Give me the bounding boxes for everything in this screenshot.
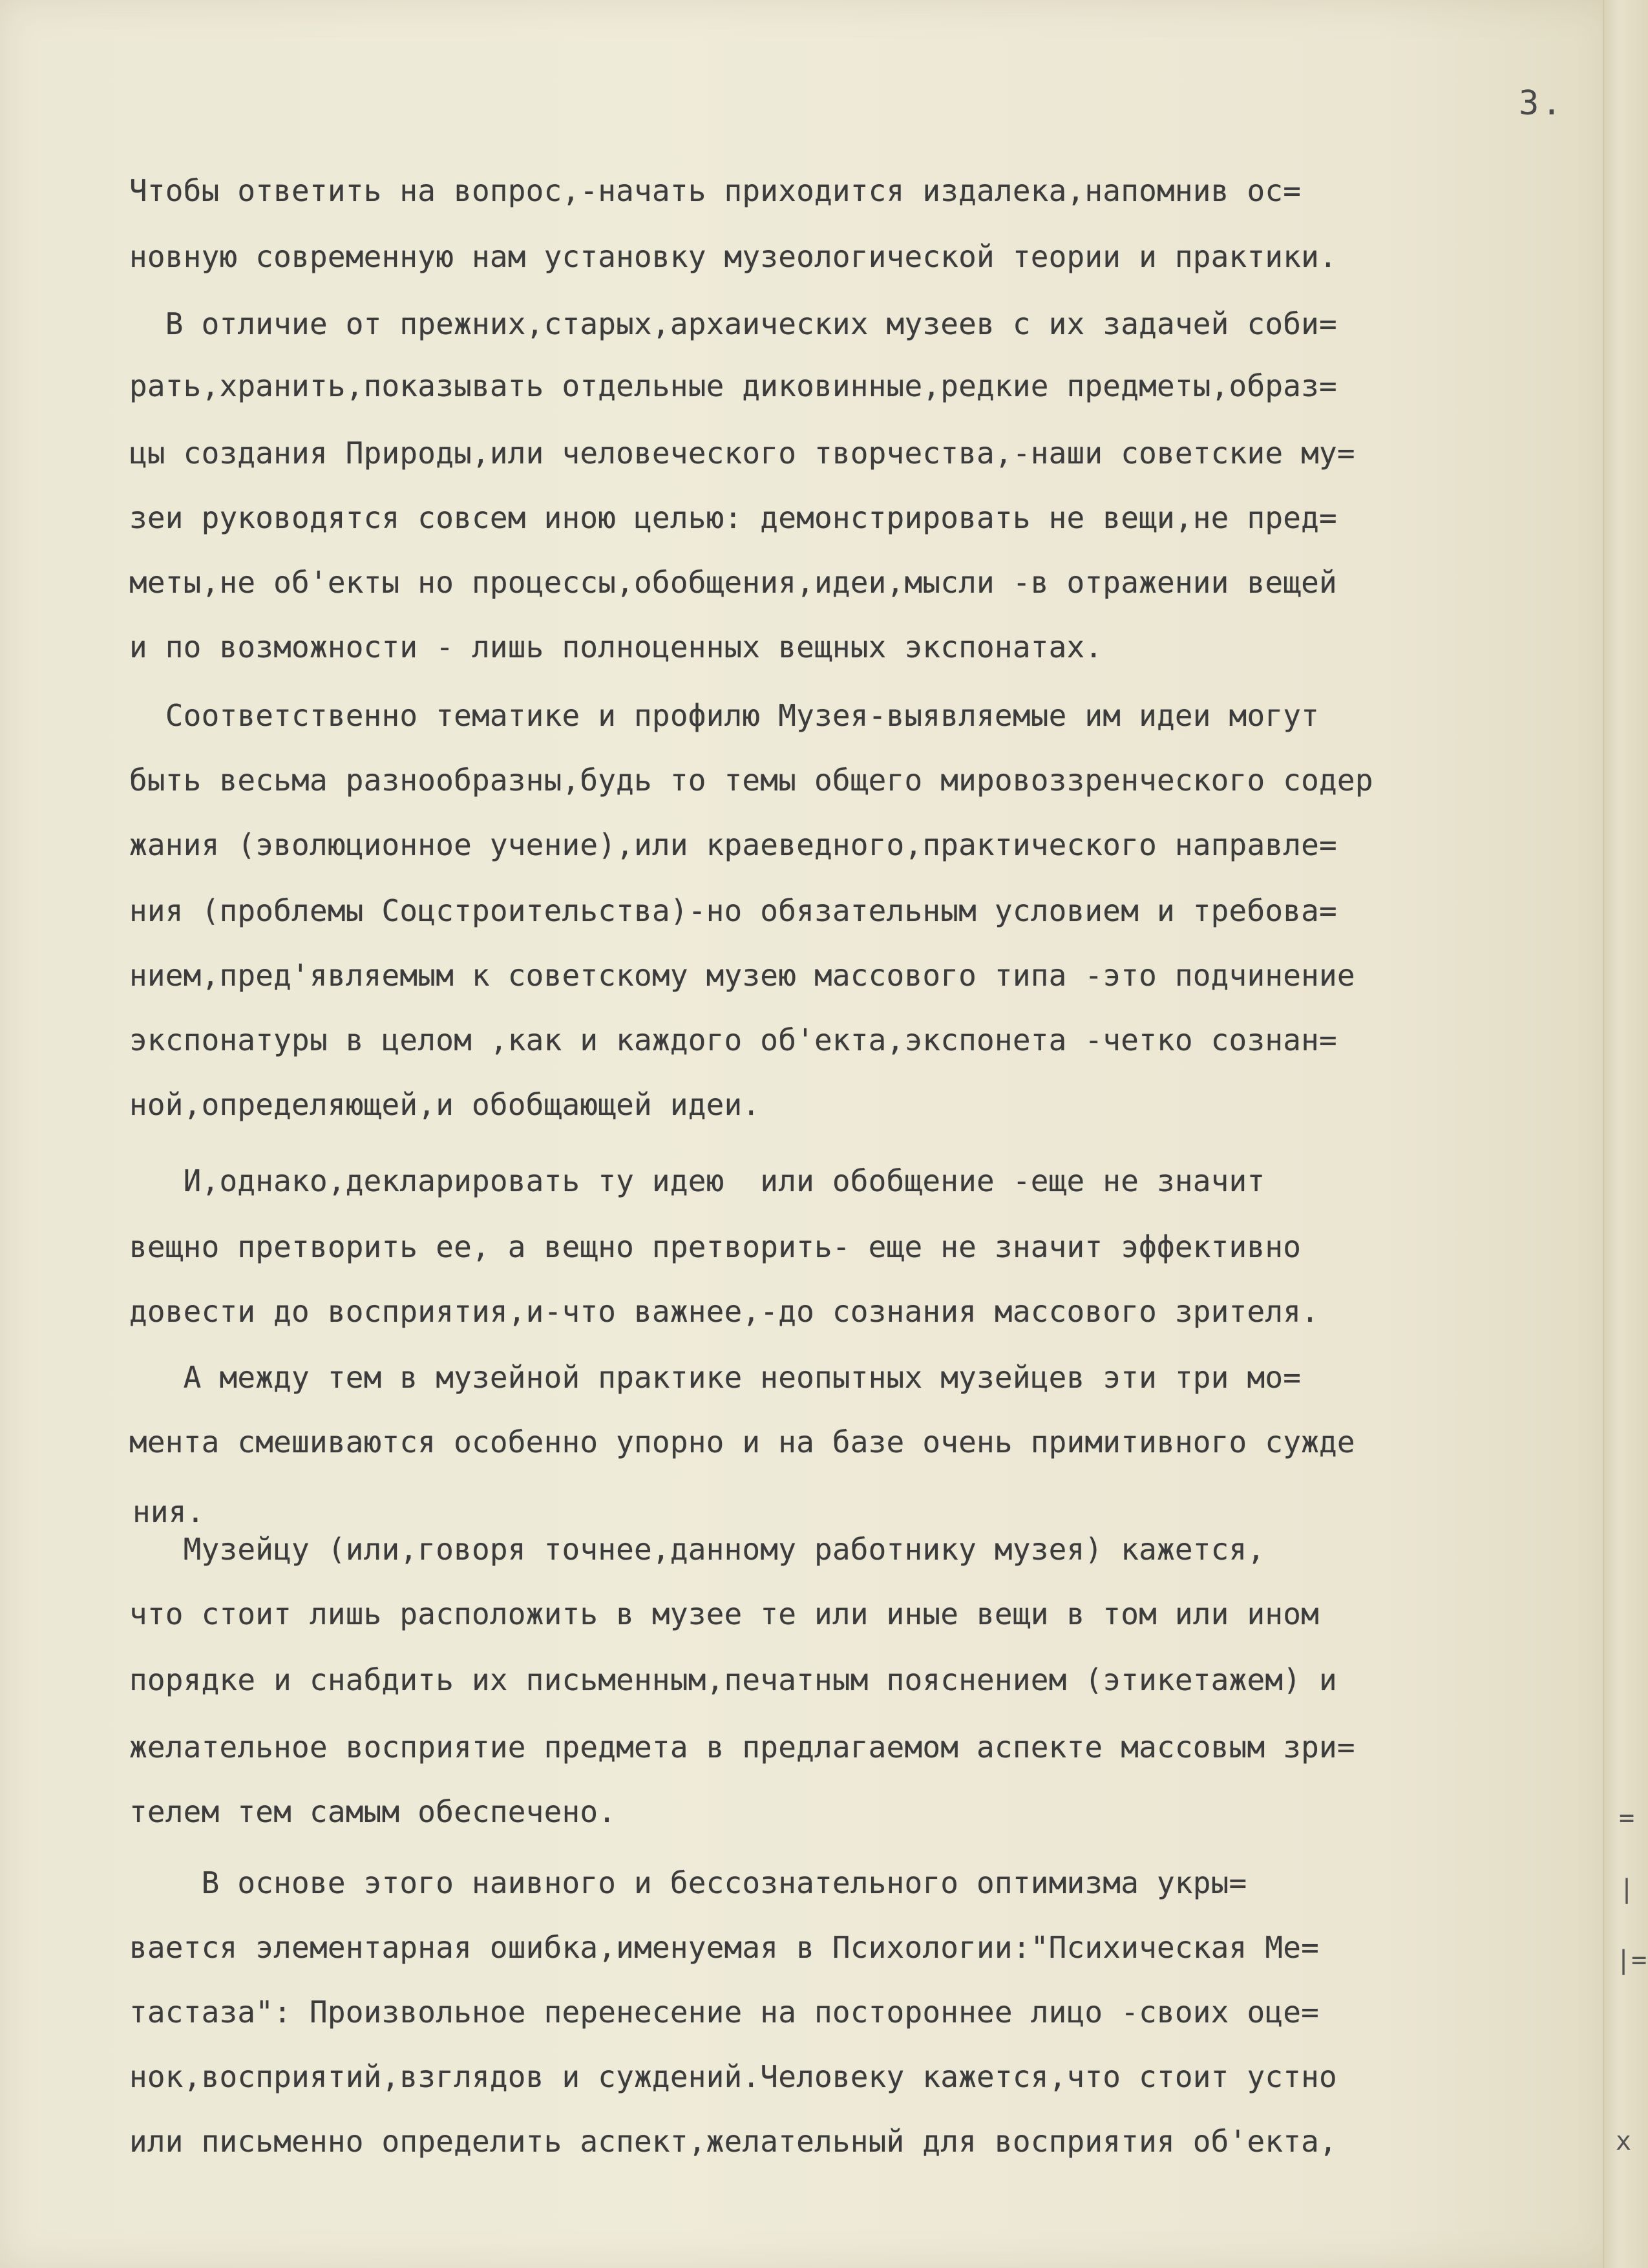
text-line: зеи руководятся совсем иною целью: демонстрировать не вещи,не пред= bbox=[129, 500, 1337, 535]
text-line: тастаза": Произвольное перенесение на постороннее лицо -своих оце= bbox=[129, 1995, 1320, 2030]
margin-mark: = bbox=[1619, 1803, 1635, 1833]
text-line: что стоит лишь расположить в музее те или иные вещи в том или ином bbox=[129, 1596, 1320, 1631]
text-line: и по возможности - лишь полноценных вещных экспонатах. bbox=[129, 630, 1103, 664]
page-number: 3. bbox=[1519, 84, 1565, 123]
text-line: желательное восприятие предмета в предлагаемом аспекте массовым зри= bbox=[129, 1730, 1355, 1765]
text-line: новную современную нам установку музеологической теории и практики. bbox=[129, 239, 1337, 274]
text-line: цы создания Природы,или человеческого творчества,-наши советские му= bbox=[129, 436, 1355, 471]
text-line: вается элементарная ошибка,именуемая в Психологии:"Психическая Ме= bbox=[129, 1930, 1320, 1965]
text-line: ния. bbox=[132, 1494, 205, 1529]
text-line: вещно претворить ее, а вещно претворить- еще не значит эффективно bbox=[129, 1229, 1302, 1264]
text-line: ной,определяющей,и обобщающей идеи. bbox=[129, 1087, 761, 1122]
margin-mark: | bbox=[1619, 1874, 1635, 1904]
text-line: мента смешиваются особенно упорно и на базе очень примитивного сужде bbox=[129, 1425, 1355, 1459]
text-line: Музейцу (или,говоря точнее,данному работнику музея) кажется, bbox=[129, 1532, 1265, 1567]
text-line: ния (проблемы Соцстроительства)-но обязательным условием и требова= bbox=[129, 893, 1337, 928]
text-line: меты,не об'екты но процессы,обобщения,идеи,мысли -в отражении вещей bbox=[129, 565, 1337, 600]
text-line: телем тем самым обеспечено. bbox=[129, 1794, 617, 1829]
margin-mark: |= bbox=[1616, 1945, 1647, 1975]
text-line: нок,восприятий,взглядов и суждений.Человеку кажется,что стоит устно bbox=[129, 2059, 1337, 2094]
text-line: довести до восприятия,и-что важнее,-до сознания массового зрителя. bbox=[129, 1294, 1320, 1329]
page-edge bbox=[1603, 0, 1648, 2268]
text-line: И,однако,декларировать ту идею или обобщение -еще не значит bbox=[129, 1163, 1265, 1198]
text-line: А между тем в музейной практике неопытных музейцев эти три мо= bbox=[129, 1360, 1302, 1395]
text-line: быть весьма разнообразны,будь то темы общего мировоззренческого содер bbox=[129, 763, 1373, 798]
text-line: Чтобы ответить на вопрос,-начать приходится издалека,напомнив ос= bbox=[129, 173, 1302, 208]
margin-mark: x bbox=[1616, 2126, 1632, 2156]
text-line: Соответственно тематике и профилю Музея-выявляемые им идеи могут bbox=[129, 698, 1320, 733]
text-line: нием,пред'являемым к советскому музею массового типа -это подчинение bbox=[129, 958, 1355, 993]
text-line: рать,хранить,показывать отдельные диковинные,редкие предметы,образ= bbox=[129, 368, 1337, 403]
text-line: или письменно определить аспект,желательный для восприятия об'екта, bbox=[129, 2124, 1337, 2159]
text-line: В отличие от прежних,старых,архаических музеев с их задачей соби= bbox=[129, 306, 1337, 341]
text-line: порядке и снабдить их письменным,печатным пояснением (этикетажем) и bbox=[129, 1662, 1337, 1697]
text-line: жания (эволюционное учение),или краеведного,практического направле= bbox=[129, 827, 1337, 862]
text-line: В основе этого наивного и бессознательного оптимизма укры= bbox=[129, 1865, 1247, 1900]
text-line: экспонатуры в целом ,как и каждого об'екта,экспонета -четко сознан= bbox=[129, 1023, 1337, 1057]
